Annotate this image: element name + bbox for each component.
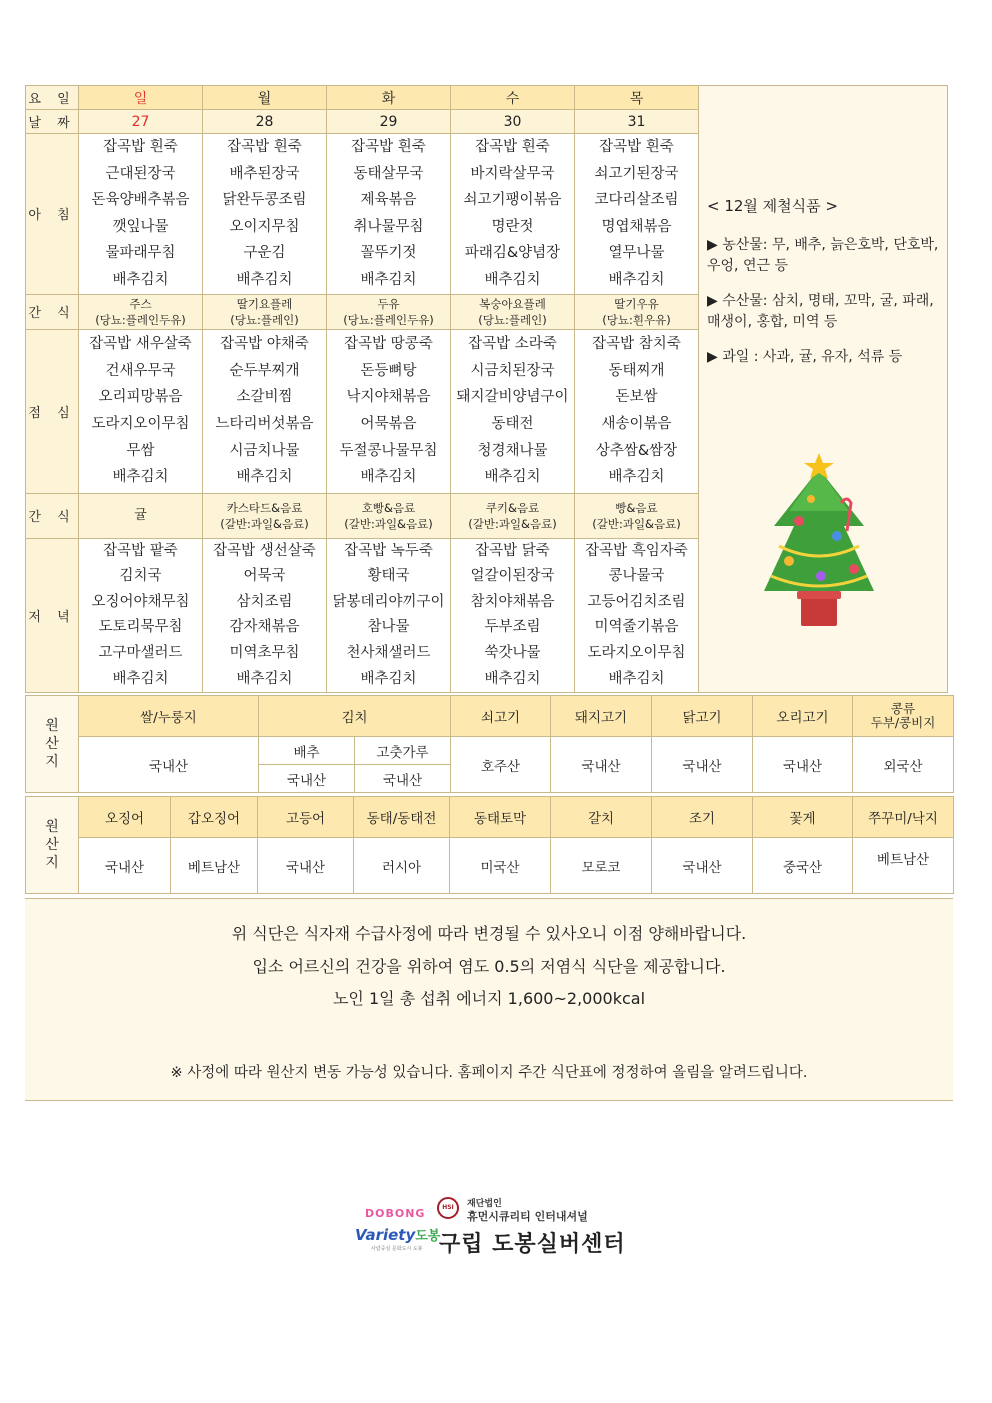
footer-logos xyxy=(355,1195,635,1265)
snack-note: (당뇨:플레인두유) xyxy=(343,312,434,327)
org-center-name: 구립 도봉실버센터 xyxy=(439,1232,626,1257)
snack2-cell xyxy=(79,493,203,538)
menu-item: 배추김치 xyxy=(360,469,417,486)
origin-value-croaker: 국내산 xyxy=(652,838,753,894)
weekday-sun: 일 xyxy=(79,86,203,110)
origin-header-cuttlefish: 갑오징어 xyxy=(171,797,258,838)
snack-item: 딸기요플레 xyxy=(236,296,293,311)
origin-value-cabbage: 국내산 xyxy=(259,765,355,793)
org-foundation-name: 휴먼시큐리티 인터내셔널 xyxy=(467,1210,588,1223)
dinner-cell xyxy=(451,538,575,693)
weekday-label: 요 일 xyxy=(26,86,79,110)
menu-item: 건새우무국 xyxy=(105,362,176,379)
origin-value-cuttlefish: 베트남산 xyxy=(171,838,258,894)
snack-note: (당뇨:플레인) xyxy=(230,312,299,327)
origin-label-text: 원산지 xyxy=(45,718,59,770)
dinner-cell xyxy=(327,538,451,693)
snack2-cell xyxy=(575,493,699,538)
menu-item: 도라지오이무침 xyxy=(91,416,190,433)
menu-item: 잡곡밥 흰죽 xyxy=(475,139,550,155)
menu-item: 잡곡밥 참치죽 xyxy=(592,336,681,353)
menu-item: 상추쌈&쌈장 xyxy=(595,442,678,459)
notice-line-origin: ※ 사정에 따라 원산지 변동 가능성 있습니다. 홈페이지 주간 식단표에 정정하여 올림을 알려드립니다. xyxy=(170,1065,808,1081)
snack-item: 두유 xyxy=(377,296,400,311)
menu-item: 오징어야채무침 xyxy=(91,593,190,610)
menu-item: 잡곡밥 흰죽 xyxy=(599,139,674,155)
origin-value-crab: 중국산 xyxy=(753,838,853,894)
menu-item: 천사채샐러드 xyxy=(346,644,431,661)
origin-value-duck: 국내산 xyxy=(753,737,853,793)
origin-sub-cabbage: 배추 xyxy=(259,737,355,765)
menu-item: 느타리버섯볶음 xyxy=(215,416,314,433)
origin-header-pollack-cut: 동태토막 xyxy=(450,797,551,838)
menu-item: 배추김치 xyxy=(360,670,417,687)
origin-value-pepper: 국내산 xyxy=(355,765,451,793)
menu-item: 쇠고기팽이볶음 xyxy=(463,192,562,209)
menu-item: 파래김&양념장 xyxy=(464,245,561,262)
menu-item: 잡곡밥 흰죽 xyxy=(103,139,178,155)
menu-item: 돈보쌈 xyxy=(615,389,658,406)
menu-item: 잡곡밥 소라죽 xyxy=(468,336,557,353)
menu-item: 동태전 xyxy=(491,416,534,433)
menu-item: 배추김치 xyxy=(360,271,417,288)
notice-line-energy: 노인 1일 총 섭취 에너지 1,600~2,000kcal xyxy=(332,989,646,1008)
seasonal-food-panel xyxy=(699,86,948,693)
origin-value-chicken: 국내산 xyxy=(652,737,753,793)
notice-line-change: 위 식단은 식자재 수급사정에 따라 변경될 수 있사오니 이점 양해바랍니다. xyxy=(231,924,747,943)
lunch-cell xyxy=(451,329,575,493)
origin-value-octopus: 베트남산 xyxy=(853,838,954,894)
seasonal-item-produce: ▶ 농산물: 무, 배추, 늙은호박, 단호박, 우엉, 연근 등 xyxy=(707,237,939,274)
origin-value-pollack: 러시아 xyxy=(354,838,450,894)
snack-note: (갈반:과일&음료) xyxy=(220,516,309,531)
menu-item: 시금치나물 xyxy=(229,442,300,459)
menu-item: 감자채볶음 xyxy=(229,619,300,636)
menu-item: 잡곡밥 닭죽 xyxy=(475,542,550,559)
menu-item: 콩나물국 xyxy=(608,568,665,585)
origin-table-seafood xyxy=(25,796,954,894)
breakfast-cell xyxy=(451,134,575,295)
date-31: 31 xyxy=(575,110,699,134)
snack-note: (갈반:과일&음료) xyxy=(468,516,557,531)
seasonal-title: < 12월 제철식품 > xyxy=(707,197,838,215)
date-29: 29 xyxy=(327,110,451,134)
menu-item: 돼지갈비양념구이 xyxy=(456,389,569,406)
menu-item: 순두부찌개 xyxy=(229,362,300,379)
variety-dobong-logo xyxy=(355,1207,441,1257)
origin-header-crab: 꽃게 xyxy=(753,797,853,838)
date-30: 30 xyxy=(451,110,575,134)
lunch-cell xyxy=(575,329,699,493)
menu-item: 새송이볶음 xyxy=(601,416,672,433)
snack1-cell xyxy=(203,294,327,329)
menu-item: 잡곡밥 생선살죽 xyxy=(213,542,316,559)
snack-item: 딸기우유 xyxy=(614,296,659,311)
snack-note: (갈반:과일&음료) xyxy=(592,516,681,531)
notice-box xyxy=(25,898,953,1101)
menu-item: 닭봉데리야끼구이 xyxy=(332,593,445,610)
menu-item: 물파래무침 xyxy=(105,245,176,262)
menu-item: 제육볶음 xyxy=(360,192,417,209)
snack-item: 귤 xyxy=(134,507,147,523)
origin-header-hairtail: 갈치 xyxy=(551,797,652,838)
menu-item: 배추김치 xyxy=(112,670,169,687)
menu-item: 구운김 xyxy=(243,245,286,262)
origin-header-kimchi: 김치 xyxy=(259,696,451,737)
lunch-cell xyxy=(203,329,327,493)
menu-item: 깻잎나물 xyxy=(112,218,169,235)
menu-item: 돈육양배추볶음 xyxy=(91,192,190,209)
origin-header-duck: 오리고기 xyxy=(753,696,853,737)
menu-item: 닭완두콩조림 xyxy=(222,192,307,209)
snack-item: 복숭아요플레 xyxy=(479,296,546,311)
menu-item: 고등어김치조림 xyxy=(587,593,686,610)
date-28: 28 xyxy=(203,110,327,134)
breakfast-cell xyxy=(203,134,327,295)
menu-item: 두절콩나물무침 xyxy=(339,442,438,459)
weekday-tue: 화 xyxy=(327,86,451,110)
origin-header-octopus: 쭈꾸미/낙지 xyxy=(853,797,954,838)
variety-logo-dobong: 도봉 xyxy=(415,1229,441,1244)
origin-value-mackerel: 국내산 xyxy=(258,838,354,894)
menu-item: 잡곡밥 흰죽 xyxy=(227,139,302,155)
menu-item: 배추김치 xyxy=(112,271,169,288)
snack-item: 주스 xyxy=(129,296,152,311)
menu-item: 잡곡밥 흰죽 xyxy=(351,139,426,155)
origin-table-meat xyxy=(25,695,954,793)
menu-item: 배추김치 xyxy=(608,670,665,687)
origin-header-rice: 쌀/누룽지 xyxy=(79,696,259,737)
menu-item: 명란젓 xyxy=(491,218,534,235)
breakfast-cell xyxy=(575,134,699,295)
menu-item: 잡곡밥 녹두죽 xyxy=(344,542,433,559)
origin-value-squid: 국내산 xyxy=(79,838,171,894)
menu-item: 잡곡밥 팥죽 xyxy=(103,542,178,559)
snack-note: (당뇨:플레인두유) xyxy=(95,312,186,327)
snack-note: (당뇨:흰우유) xyxy=(602,312,671,327)
weekly-menu-table xyxy=(25,85,948,693)
menu-item: 고구마샐러드 xyxy=(98,644,183,661)
origin-label xyxy=(26,696,79,793)
snack-note: (갈반:과일&음료) xyxy=(344,516,433,531)
dinner-label: 저 녁 xyxy=(26,538,79,693)
lunch-label: 점 심 xyxy=(26,329,79,493)
variety-logo-top: DOBONG xyxy=(365,1207,426,1220)
weekday-mon: 월 xyxy=(203,86,327,110)
menu-item: 쇠고기된장국 xyxy=(594,165,679,182)
hsi-logo-icon: HSI xyxy=(437,1197,459,1219)
menu-item: 꼴뚜기젓 xyxy=(360,245,417,262)
menu-item: 오이지무침 xyxy=(229,218,300,235)
menu-item: 배추김치 xyxy=(484,670,541,687)
origin-label-text: 원산지 xyxy=(45,819,59,871)
menu-item: 배추김치 xyxy=(484,469,541,486)
origin-value-beef: 호주산 xyxy=(451,737,551,793)
snack1-cell xyxy=(451,294,575,329)
variety-logo-main xyxy=(355,1225,440,1244)
menu-item: 취나물무침 xyxy=(353,218,424,235)
notice-line-lowsalt: 입소 어르신의 건강을 위하여 염도 0.5의 저염식 식단을 제공합니다. xyxy=(252,957,726,976)
menu-item: 시금치된장국 xyxy=(470,362,555,379)
snack1-cell xyxy=(327,294,451,329)
snack-note: (당뇨:플레인) xyxy=(478,312,547,327)
origin-header-beans-sub: 두부/콩비지 xyxy=(870,715,936,730)
variety-logo-word: Variety xyxy=(355,1226,416,1244)
origin-header-beef: 쇠고기 xyxy=(451,696,551,737)
dinner-cell xyxy=(575,538,699,693)
menu-item: 동태살무국 xyxy=(353,165,424,182)
menu-item: 도토리묵무침 xyxy=(98,619,183,636)
menu-item: 참치야채볶음 xyxy=(470,593,555,610)
menu-item: 배추된장국 xyxy=(229,165,300,182)
lunch-cell xyxy=(327,329,451,493)
menu-item: 소갈비찜 xyxy=(236,389,293,406)
weekday-wed: 수 xyxy=(451,86,575,110)
menu-item: 미역초무침 xyxy=(229,644,300,661)
menu-item: 배추김치 xyxy=(236,271,293,288)
date-27: 27 xyxy=(79,110,203,134)
breakfast-cell xyxy=(327,134,451,295)
snack-item: 호빵&음료 xyxy=(361,500,416,515)
origin-value-beans: 외국산 xyxy=(853,737,954,793)
menu-item: 얼갈이된장국 xyxy=(470,568,555,585)
menu-item: 삼치조림 xyxy=(236,593,293,610)
menu-item: 미역줄기볶음 xyxy=(594,619,679,636)
menu-item: 배추김치 xyxy=(236,670,293,687)
menu-item: 잡곡밥 땅콩죽 xyxy=(344,336,433,353)
menu-item: 열무나물 xyxy=(608,245,665,262)
origin-label xyxy=(26,797,79,894)
breakfast-cell xyxy=(79,134,203,295)
menu-item: 동태찌개 xyxy=(608,362,665,379)
snack-item: 빵&음료 xyxy=(615,500,658,515)
menu-item: 바지락살무국 xyxy=(470,165,555,182)
menu-item: 코다리살조림 xyxy=(594,192,679,209)
variety-logo-sub: 사람중심 문화도시 도봉 xyxy=(371,1246,423,1252)
origin-header-croaker: 조기 xyxy=(652,797,753,838)
origin-header-squid: 오징어 xyxy=(79,797,171,838)
origin-header-mackerel: 고등어 xyxy=(258,797,354,838)
menu-item: 잡곡밥 야채죽 xyxy=(220,336,309,353)
menu-item: 돈등뼈탕 xyxy=(360,362,417,379)
seasonal-item-seafood: ▶ 수산물: 삼치, 명태, 꼬막, 굴, 파래, 매생이, 홍합, 미역 등 xyxy=(707,293,934,330)
menu-item: 참나물 xyxy=(367,619,410,636)
breakfast-label: 아 침 xyxy=(26,134,79,295)
origin-header-beans-title: 콩류 xyxy=(890,701,916,716)
menu-item: 황태국 xyxy=(367,568,410,585)
snack1-cell xyxy=(575,294,699,329)
menu-item: 근대된장국 xyxy=(105,165,176,182)
menu-item: 배추김치 xyxy=(608,271,665,288)
origin-value-pollack-cut: 미국산 xyxy=(450,838,551,894)
origin-header-pork: 돼지고기 xyxy=(551,696,652,737)
menu-item: 도라지오이무침 xyxy=(587,644,686,661)
weekday-thu: 목 xyxy=(575,86,699,110)
snack1-cell xyxy=(79,294,203,329)
org-foundation-label: 재단법인 xyxy=(467,1199,502,1209)
menu-item: 오리피망볶음 xyxy=(98,389,183,406)
menu-item: 낙지야채볶음 xyxy=(346,389,431,406)
menu-item: 명엽채볶음 xyxy=(601,218,672,235)
dinner-cell xyxy=(203,538,327,693)
snack2-label: 간 식 xyxy=(26,493,79,538)
origin-value-pork: 국내산 xyxy=(551,737,652,793)
origin-sub-pepper: 고춧가루 xyxy=(355,737,451,765)
menu-item: 배추김치 xyxy=(236,469,293,486)
menu-item: 청경채나물 xyxy=(477,442,548,459)
weekday-row xyxy=(26,86,948,110)
origin-header-pollack: 동태/동태전 xyxy=(354,797,450,838)
snack2-cell xyxy=(451,493,575,538)
snack-item: 쿠키&음료 xyxy=(485,500,540,515)
snack2-cell xyxy=(203,493,327,538)
menu-item: 배추김치 xyxy=(608,469,665,486)
origin-header-chicken: 닭고기 xyxy=(652,696,753,737)
menu-item: 배추김치 xyxy=(484,271,541,288)
dinner-cell xyxy=(79,538,203,693)
origin-header-beans xyxy=(853,696,954,737)
snack-item: 카스타드&음료 xyxy=(226,500,303,515)
menu-item: 잡곡밥 새우살죽 xyxy=(89,336,192,353)
menu-item: 잡곡밥 흑임자죽 xyxy=(585,542,688,559)
lunch-cell xyxy=(79,329,203,493)
menu-item: 배추김치 xyxy=(112,469,169,486)
snack2-cell xyxy=(327,493,451,538)
origin-value-hairtail: 모로코 xyxy=(551,838,652,894)
menu-item: 쑥갓나물 xyxy=(484,644,541,661)
menu-item: 두부조림 xyxy=(484,619,541,636)
menu-item: 어묵볶음 xyxy=(360,416,417,433)
seasonal-item-fruit: ▶ 과일 : 사과, 귤, 유자, 석류 등 xyxy=(707,349,903,365)
menu-item: 김치국 xyxy=(119,568,162,585)
snack1-label: 간 식 xyxy=(26,294,79,329)
christmas-tree-icon xyxy=(759,451,879,636)
menu-item: 무쌈 xyxy=(126,442,155,459)
menu-item: 어묵국 xyxy=(243,568,286,585)
date-label: 날 짜 xyxy=(26,110,79,134)
origin-value-rice: 국내산 xyxy=(79,737,259,793)
